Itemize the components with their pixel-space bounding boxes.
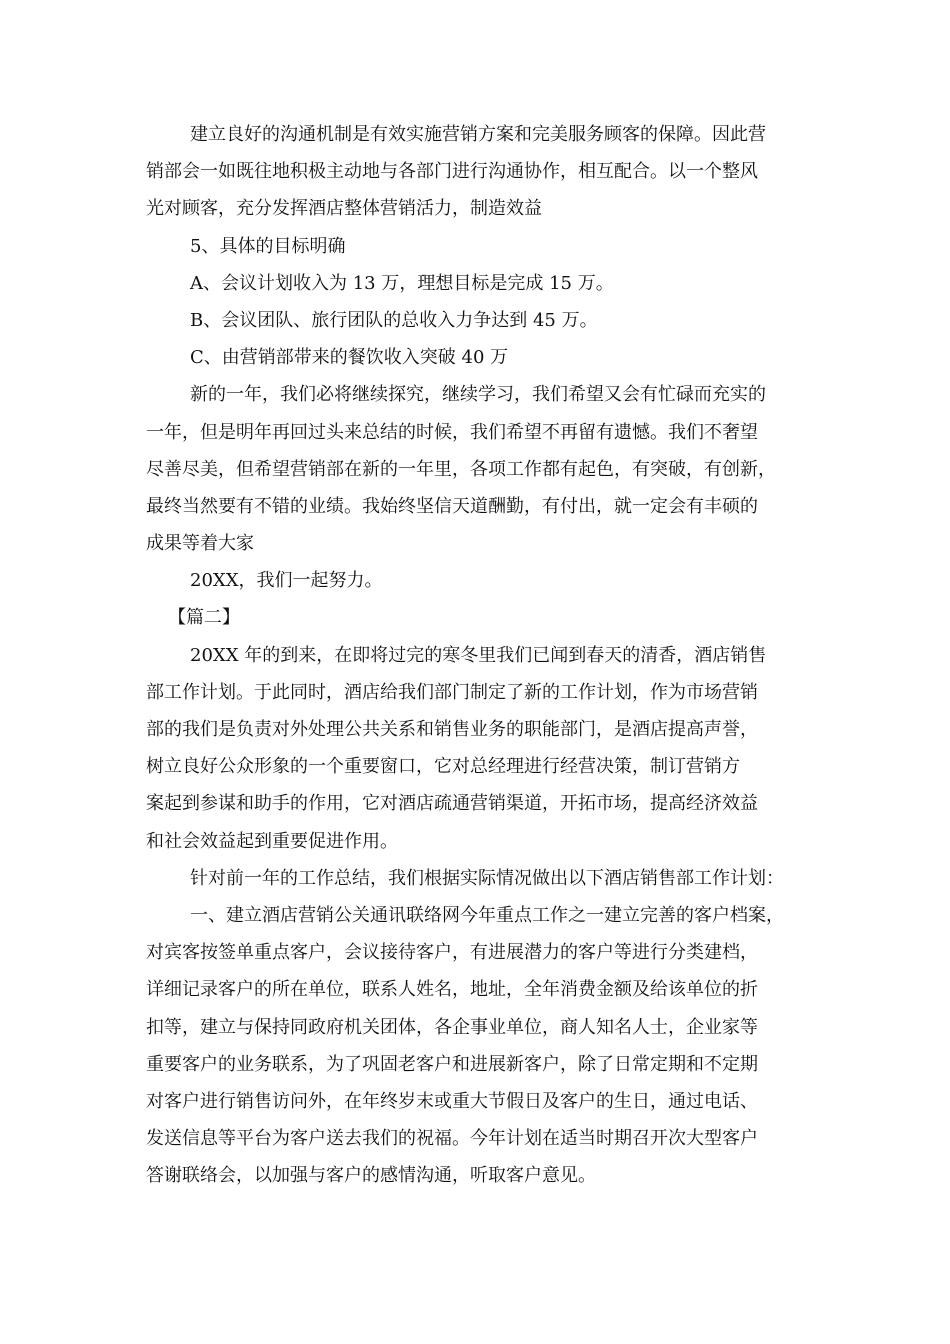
text-line: 对宾客按签单重点客户，会议接待客户，有进展潜力的客户等进行分类建档， (146, 942, 758, 964)
text-line: 建立良好的沟通机制是有效实施营销方案和完美服务顾客的保障。因此营 (190, 124, 766, 145)
text-line: 20XX 年的到来，在即将过完的寒冬里我们已闻到春天的清香，酒店销售 (190, 644, 767, 666)
text-line: 销部会一如既往地积极主动地与各部门进行沟通协作，相互配合。以一个整风 (146, 161, 758, 183)
text-line: 新的一年，我们必将继续探究，继续学习，我们希望又会有忙碌而充实的 (190, 384, 766, 406)
text-line: 答谢联络会，以加强与客户的感情沟通，听取客户意见。 (146, 1165, 596, 1187)
list-item: A、会议计划收入为 13 万，理想目标是完成 15 万。 (190, 272, 614, 294)
text-line: 部工作计划。于此同时，酒店给我们部门制定了新的工作计划，作为市场营销 (146, 681, 758, 703)
text-line: 针对前一年的工作总结，我们根据实际情况做出以下酒店销售部工作计划： (190, 867, 784, 889)
text-line: 发送信息等平台为客户送去我们的祝福。今年计划在适当时期召开次大型客户 (146, 1128, 758, 1150)
text-line: 尽善尽美，但希望营销部在新的一年里，各项工作都有起色，有突破，有创新， (146, 458, 776, 480)
text-line: 案起到参谋和助手的作用，它对酒店疏通营销渠道，开拓市场，提高经济效益 (146, 793, 758, 815)
text-line: 树立良好公众形象的一个重要窗口，它对总经理进行经营决策，制订营销方 (146, 756, 740, 778)
text-line: 成果等着大家 (146, 533, 254, 555)
list-item: C、由营销部带来的餐饮收入突破 40 万 (190, 347, 509, 369)
text-line: 一、建立酒店营销公关通讯联络网今年重点工作之一建立完善的客户档案， (190, 904, 784, 926)
text-line: 和社会效益起到重要促进作用。 (146, 830, 398, 852)
text-line: 20XX，我们一起努力。 (190, 570, 383, 592)
text-line: 一年，但是明年再回过头来总结的时候，我们希望不再留有遗憾。我们不奢望 (146, 421, 758, 443)
text-line: 详细记录客户的所在单位，联系人姓名，地址，全年消费金额及给该单位的折 (146, 979, 758, 1001)
section-heading: 5、具体的目标明确 (190, 235, 346, 257)
list-item: B、会议团队、旅行团队的总收入力争达到 45 万。 (190, 309, 598, 331)
text-line: 部的我们是负责对外处理公共关系和销售业务的职能部门，是酒店提高声誉， (146, 719, 758, 740)
text-line: 光对顾客，充分发挥酒店整体营销活力，制造效益 (146, 198, 542, 220)
section-title: 【篇二】 (168, 607, 240, 629)
text-line: 扣等，建立与保持同政府机关团体，各企事业单位，商人知名人士，企业家等 (146, 1016, 758, 1038)
document-body (146, 116, 816, 1194)
text-line: 重要客户的业务联系，为了巩固老客户和进展新客户，除了日常定期和不定期 (146, 1053, 758, 1075)
text-line: 对客户进行销售访问外，在年终岁末或重大节假日及客户的生日，通过电话、 (146, 1090, 758, 1112)
text-line: 最终当然要有不错的业绩。我始终坚信天道酬勤，有付出，就一定会有丰硕的 (146, 495, 758, 517)
